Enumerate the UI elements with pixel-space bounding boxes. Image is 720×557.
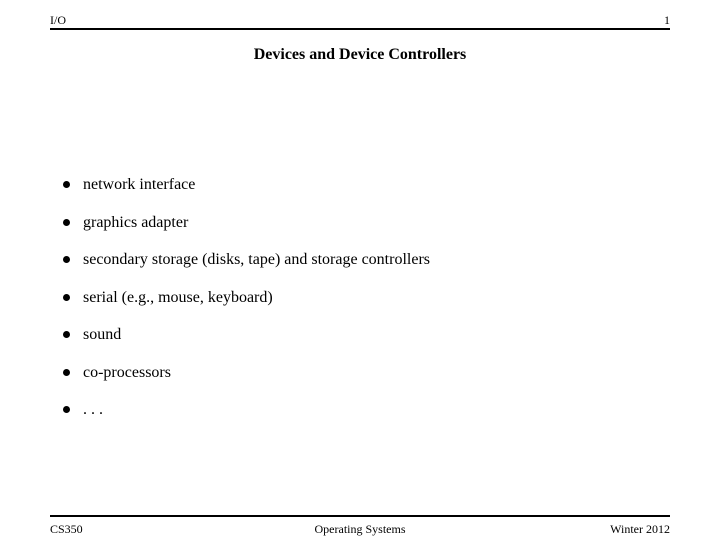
page-footer (50, 522, 670, 540)
list-item (63, 175, 430, 213)
bullet-icon (63, 256, 70, 263)
bullet-icon (63, 181, 70, 188)
page-header (50, 10, 670, 28)
slide-title: Devices and Device Controllers (253, 46, 467, 63)
footer-subject: Operating Systems (314, 522, 406, 536)
bullet-text: sound (83, 326, 122, 343)
header-section: I/O (50, 13, 66, 27)
bullet-text: graphics adapter (83, 213, 189, 231)
list-item (63, 363, 430, 401)
list-item (63, 400, 430, 438)
bullet-icon (63, 331, 70, 338)
bullet-text: secondary storage (disks, tape) and storage controllers (83, 251, 430, 268)
footer-rule (50, 515, 670, 517)
bullet-text: . . . (83, 401, 103, 418)
bullet-icon (63, 219, 70, 226)
footer-term: Winter 2012 (610, 522, 670, 536)
header-page-number: 1 (664, 13, 670, 27)
header-rule (50, 28, 670, 30)
bullet-list (63, 175, 430, 438)
list-item (63, 213, 430, 251)
list-item (63, 288, 430, 326)
list-item (63, 325, 430, 363)
bullet-text: network interface (83, 176, 196, 193)
bullet-text: co-processors (83, 363, 171, 381)
list-item (63, 250, 430, 288)
bullet-icon (63, 369, 70, 376)
bullet-text: serial (e.g., mouse, keyboard) (83, 288, 273, 306)
bullet-icon (63, 294, 70, 301)
footer-course: CS350 (50, 522, 83, 536)
bullet-icon (63, 406, 70, 413)
